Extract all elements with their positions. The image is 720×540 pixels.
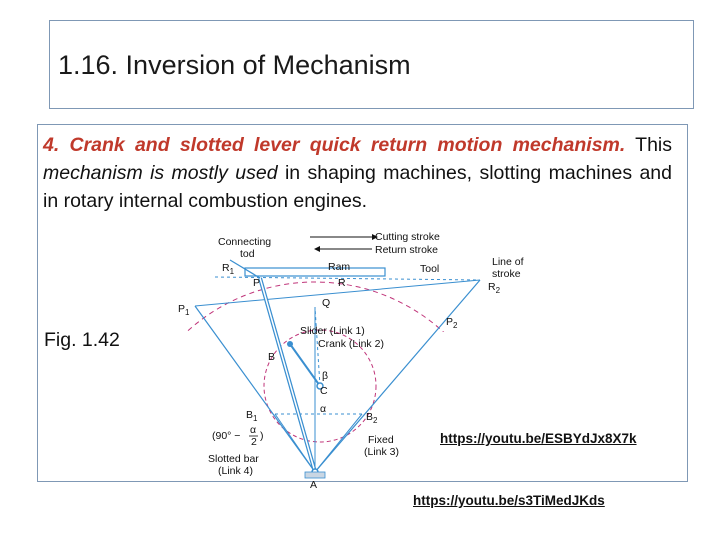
label-alpha-half: α (250, 424, 257, 436)
label-p: P (253, 277, 261, 289)
video-link-1[interactable]: https://youtu.be/ESBYdJx8X7k (440, 431, 637, 446)
label-angle: (90° − (212, 430, 241, 442)
label-crank: Crank (Link 2) (318, 338, 384, 350)
slider-block (287, 341, 293, 347)
return-arrow-head (314, 246, 320, 252)
label-r: R (338, 277, 346, 289)
label-c: C (320, 385, 328, 397)
slotted-bar-inner (260, 278, 315, 472)
line-a-b2 (315, 414, 362, 472)
label-ram: Ram (328, 261, 351, 273)
mechanism-heading: 4. Crank and slotted lever quick return motion mechanism. (43, 134, 626, 156)
mechanism-diagram (150, 222, 550, 490)
b1-text: B (246, 409, 254, 421)
p1-sub: 1 (185, 308, 190, 317)
b2-sub: 2 (373, 416, 378, 425)
label-q: Q (322, 297, 331, 309)
label-fixed: Fixed (368, 434, 394, 446)
label-p1 (178, 303, 190, 317)
body-paragraph (43, 131, 672, 215)
b1-sub: 1 (253, 414, 258, 423)
label-fixed-2: (Link 3) (364, 446, 400, 458)
fixed-base (305, 472, 325, 478)
line-a-b1 (275, 414, 315, 472)
label-a: A (310, 479, 318, 490)
label-slotted-bar: Slotted bar (208, 453, 259, 465)
paragraph-rest: in shaping machines, slotting machines and in rotary internal combustion engines. (43, 162, 672, 212)
label-b: B (268, 351, 276, 363)
label-connecting: Connecting (218, 236, 272, 248)
slide-title: 1.16. Inversion of Mechanism (58, 50, 411, 80)
video-link-2[interactable]: https://youtu.be/s3TiMedJKds (413, 493, 605, 508)
label-r1 (222, 262, 235, 276)
label-cutting-stroke: Cutting stroke (375, 231, 440, 243)
p2-text: P (446, 316, 454, 328)
label-tool: Tool (420, 263, 440, 275)
ram-body (245, 268, 385, 276)
label-return-stroke: Return stroke (375, 244, 439, 256)
label-p2 (446, 316, 458, 330)
label-beta: β (322, 370, 329, 382)
label-connecting-2: tod (240, 248, 255, 260)
b2-text: B (366, 411, 374, 423)
label-slider: Slider (Link 1) (300, 325, 365, 337)
label-r2 (488, 281, 501, 295)
label-alpha: α (320, 403, 327, 415)
label-slotted-bar-2: (Link 4) (218, 465, 254, 477)
r2-sub: 2 (495, 286, 501, 295)
label-two: 2 (251, 436, 257, 448)
label-b1 (246, 409, 258, 423)
label-line-of-stroke: Line of (492, 256, 524, 268)
r2-text: R (488, 281, 496, 293)
figure-label: Fig. 1.42 (44, 329, 120, 351)
p1-text: P (178, 303, 186, 315)
r1-sub: 1 (229, 267, 235, 276)
p2-sub: 2 (453, 321, 458, 330)
paragraph-italic: mechanism is mostly used (43, 162, 278, 184)
paragraph-this: This (625, 134, 672, 156)
label-line-of-stroke-2: stroke (492, 268, 521, 280)
label-angle-close: ) (260, 430, 264, 442)
r1-text: R (222, 262, 230, 274)
label-b2 (366, 411, 378, 425)
